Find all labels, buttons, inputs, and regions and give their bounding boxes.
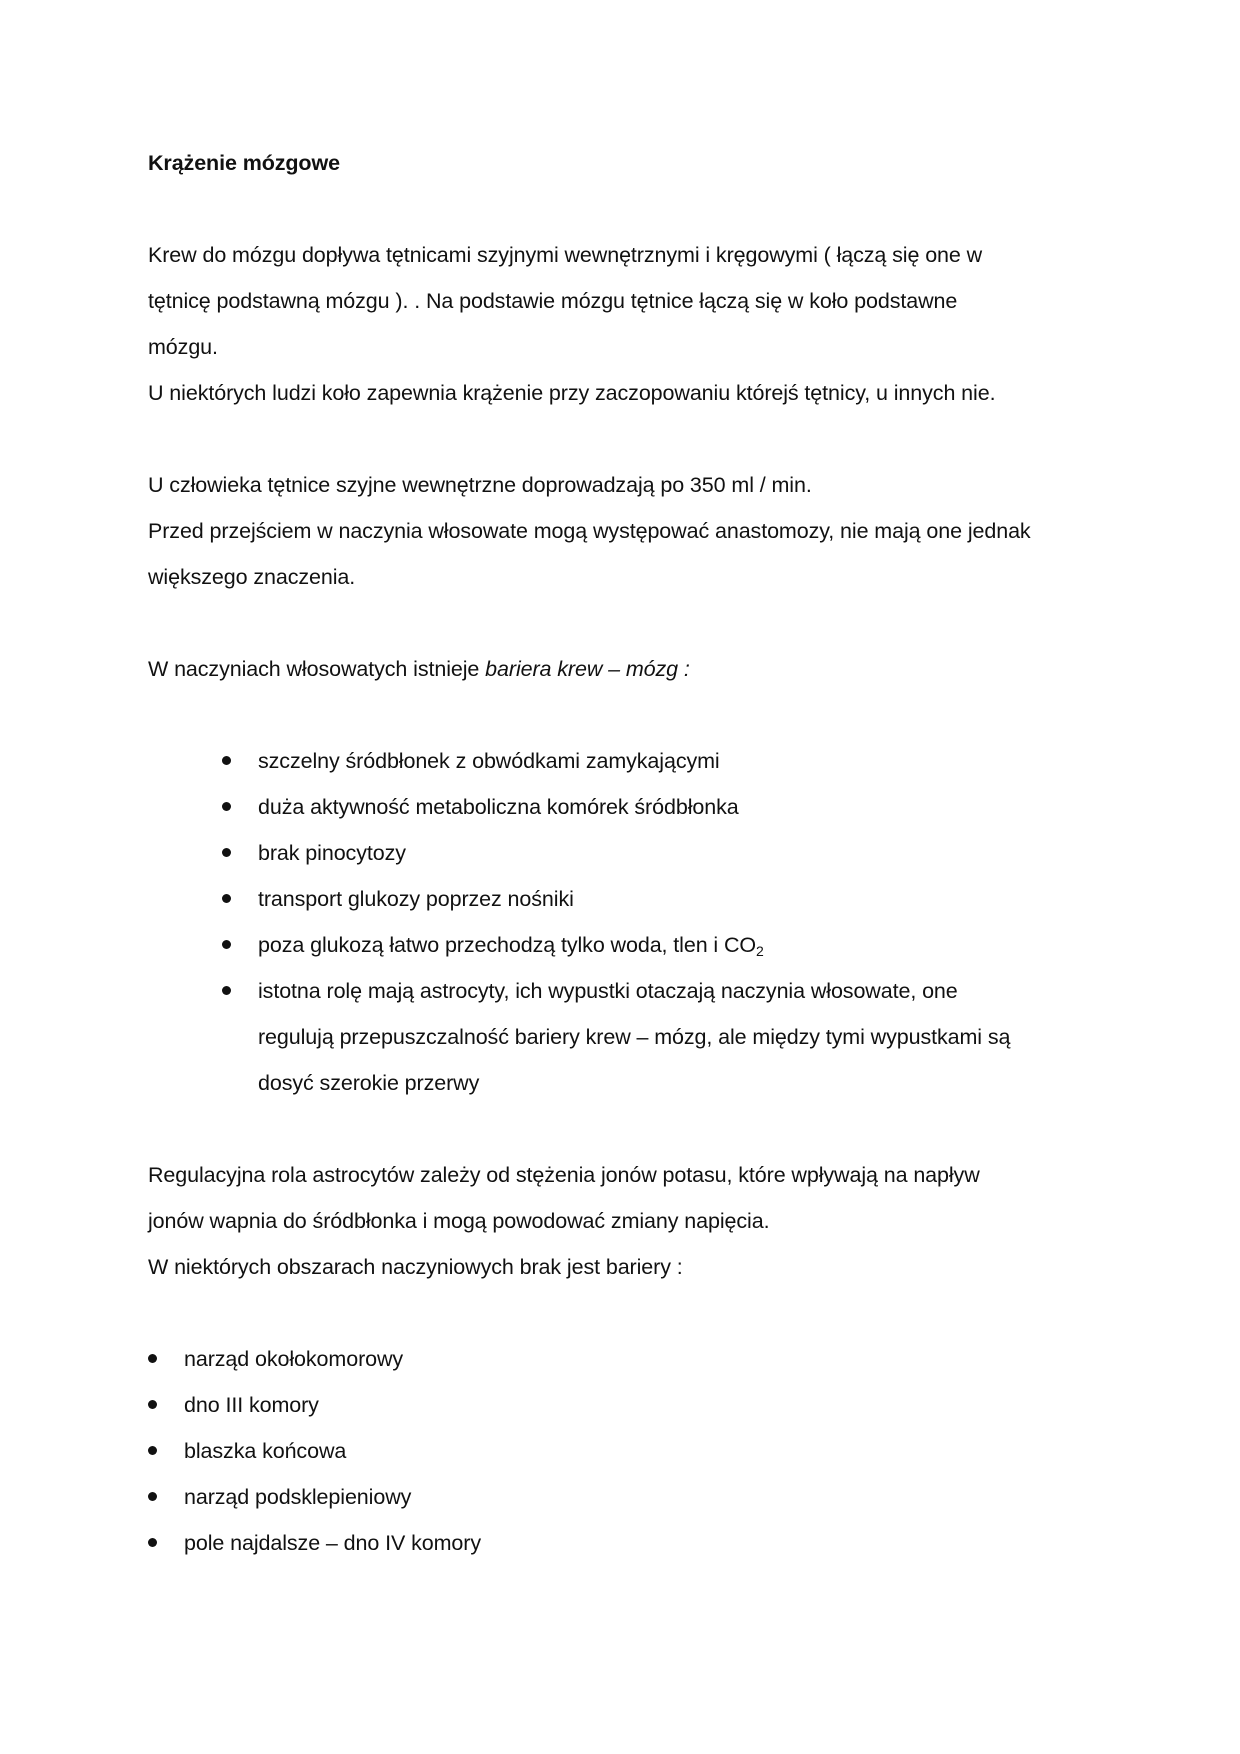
list-item xyxy=(148,830,1108,876)
text-line: U człowieka tętnice szyjne wewnętrzne doprowadzają po 350 ml / min. xyxy=(148,473,812,497)
list-item-text: blaszka końcowa xyxy=(184,1439,347,1463)
list-item xyxy=(148,1382,1108,1428)
text-line: W niektórych obszarach naczyniowych brak jest bariery : xyxy=(148,1255,683,1279)
list-item-text: regulują przepuszczalność bariery krew – mózg, ale między tymi wypustkami są xyxy=(258,1025,1011,1049)
list-item xyxy=(148,1428,1108,1474)
paragraph-barrier-intro xyxy=(148,646,1108,692)
spacer xyxy=(148,186,1108,232)
document-body xyxy=(148,140,1108,1566)
paragraph-flow xyxy=(148,462,1108,600)
list-item-text: pole najdalsze – dno IV komory xyxy=(184,1531,481,1555)
text-line: tętnicę podstawną mózgu ). . Na podstawie mózgu tętnice łączą się w koło podstawne xyxy=(148,289,958,313)
list-item xyxy=(148,738,1108,784)
list-item xyxy=(148,876,1108,922)
barrier-term: bariera krew – mózg : xyxy=(485,657,690,681)
text-line: Przed przejściem w naczynia włosowate mogą występować anastomozy, nie mają one jednak xyxy=(148,519,1031,543)
bullet-icon xyxy=(222,940,231,949)
barrier-intro-text: W naczyniach włosowatych istnieje xyxy=(148,657,486,681)
document-title: Krążenie mózgowe xyxy=(148,151,340,175)
spacer xyxy=(148,1290,1108,1336)
bullet-icon xyxy=(148,1446,157,1455)
text-line: większego znaczenia. xyxy=(148,565,356,589)
list-item-text: narząd podsklepieniowy xyxy=(184,1485,412,1509)
list-item-text: istotna rolę mają astrocyty, ich wypustki otaczają naczynia włosowate, one xyxy=(258,979,958,1003)
list-item xyxy=(148,1336,1108,1382)
text-line xyxy=(148,646,1108,692)
text-line: jonów wapnia do śródbłonka i mogą powodować zmiany napięcia. xyxy=(148,1209,770,1233)
list-item xyxy=(148,968,1108,1106)
barrier-features-list xyxy=(148,738,1108,1106)
text-line: Krew do mózgu dopływa tętnicami szyjnymi wewnętrznymi i kręgowymi ( łączą się one w xyxy=(148,243,983,267)
list-item-text xyxy=(258,922,1108,968)
paragraph-regulation xyxy=(148,1152,1108,1290)
text-line: Regulacyjna rola astrocytów zależy od stężenia jonów potasu, które wpływają na napływ xyxy=(148,1163,980,1187)
list-item xyxy=(148,784,1108,830)
list-item-text: narząd okołokomorowy xyxy=(184,1347,404,1371)
bullet-icon xyxy=(148,1492,157,1501)
list-item-text: duża aktywność metaboliczna komórek śródbłonka xyxy=(258,795,739,819)
spacer xyxy=(148,600,1108,646)
bullet-icon xyxy=(148,1354,157,1363)
co2-subscript: 2 xyxy=(756,943,764,959)
list-item-text: transport glukozy poprzez nośniki xyxy=(258,887,574,911)
no-barrier-areas-list xyxy=(148,1336,1108,1566)
list-item-text: szczelny śródbłonek z obwódkami zamykającymi xyxy=(258,749,720,773)
list-item xyxy=(148,1474,1108,1520)
bullet-icon xyxy=(222,802,231,811)
spacer xyxy=(148,1106,1108,1152)
list-item-text: dno III komory xyxy=(184,1393,319,1417)
bullet-icon xyxy=(222,986,231,995)
list-item xyxy=(148,922,1108,968)
list-item xyxy=(148,1520,1108,1566)
bullet-icon xyxy=(222,756,231,765)
list-item-text: brak pinocytozy xyxy=(258,841,406,865)
paragraph-circulation xyxy=(148,232,1108,416)
bullet-icon xyxy=(222,894,231,903)
bullet-icon xyxy=(148,1538,157,1547)
bullet-icon xyxy=(222,848,231,857)
spacer xyxy=(148,692,1108,738)
list-item-text: dosyć szerokie przerwy xyxy=(258,1071,480,1095)
co2-item-text: poza glukozą łatwo przechodzą tylko woda, tlen i CO xyxy=(258,933,757,957)
text-line: U niektórych ludzi koło zapewnia krążenie przy zaczopowaniu którejś tętnicy, u innych nie. xyxy=(148,381,996,405)
bullet-icon xyxy=(148,1400,157,1409)
text-line: mózgu. xyxy=(148,335,218,359)
spacer xyxy=(148,416,1108,462)
